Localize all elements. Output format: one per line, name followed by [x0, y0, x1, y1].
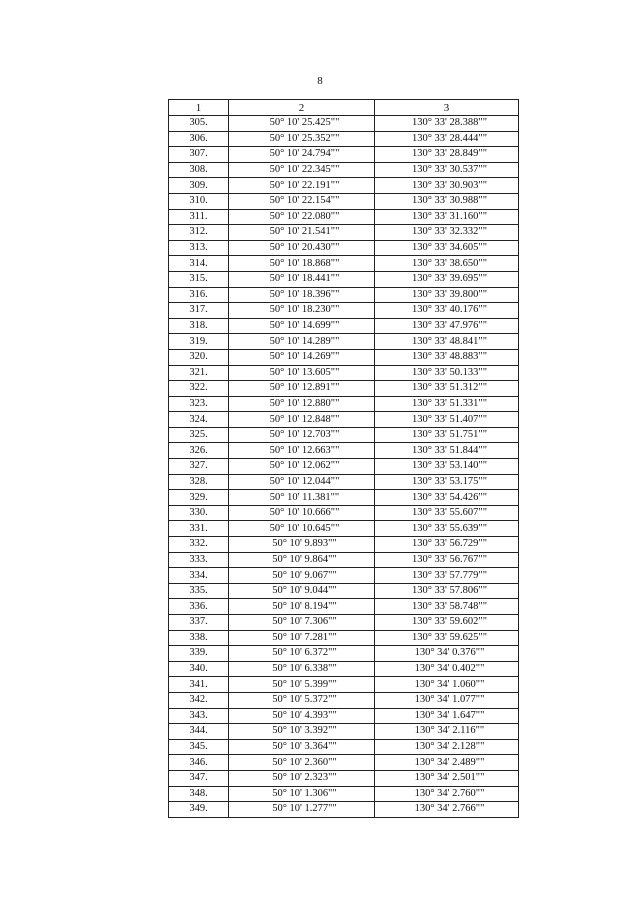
cell-point-number: 337.: [169, 615, 229, 631]
cell-longitude: 130° 34' 1.077"": [375, 692, 519, 708]
cell-longitude: 130° 33' 53.175"": [375, 474, 519, 490]
cell-point-number: 339.: [169, 646, 229, 662]
table-row: [169, 287, 519, 303]
cell-point-number: 314.: [169, 256, 229, 272]
table-row: [169, 615, 519, 631]
table-row: [169, 147, 519, 163]
cell-latitude: 50° 10' 24.794"": [229, 147, 375, 163]
cell-point-number: 323.: [169, 396, 229, 412]
cell-point-number: 306.: [169, 131, 229, 147]
table-row: [169, 459, 519, 475]
table-row: [169, 537, 519, 553]
table-row: [169, 178, 519, 194]
table-row: [169, 568, 519, 584]
cell-longitude: 130° 33' 56.767"": [375, 552, 519, 568]
cell-latitude: 50° 10' 12.891"": [229, 381, 375, 397]
cell-point-number: 311.: [169, 209, 229, 225]
table-row: [169, 474, 519, 490]
cell-longitude: 130° 34' 1.060"": [375, 677, 519, 693]
cell-point-number: 312.: [169, 225, 229, 241]
cell-longitude: 130° 33' 34.605"": [375, 240, 519, 256]
cell-latitude: 50° 10' 12.703"": [229, 427, 375, 443]
cell-point-number: 347.: [169, 770, 229, 786]
cell-latitude: 50° 10' 6.372"": [229, 646, 375, 662]
cell-longitude: 130° 33' 31.160"": [375, 209, 519, 225]
cell-point-number: 315.: [169, 271, 229, 287]
cell-point-number: 333.: [169, 552, 229, 568]
cell-longitude: 130° 34' 2.501"": [375, 770, 519, 786]
cell-latitude: 50° 10' 20.430"": [229, 240, 375, 256]
cell-latitude: 50° 10' 18.868"": [229, 256, 375, 272]
cell-longitude: 130° 33' 48.883"": [375, 349, 519, 365]
cell-latitude: 50° 10' 12.848"": [229, 412, 375, 428]
table-row: [169, 193, 519, 209]
cell-longitude: 130° 34' 1.647"": [375, 708, 519, 724]
cell-longitude: 130° 33' 53.140"": [375, 459, 519, 475]
cell-point-number: 321.: [169, 365, 229, 381]
cell-latitude: 50° 10' 13.605"": [229, 365, 375, 381]
cell-point-number: 338.: [169, 630, 229, 646]
cell-latitude: 50° 10' 18.441"": [229, 271, 375, 287]
table-row: [169, 271, 519, 287]
cell-longitude: 130° 34' 2.766"": [375, 802, 519, 818]
cell-point-number: 342.: [169, 692, 229, 708]
cell-longitude: 130° 34' 0.376"": [375, 646, 519, 662]
cell-latitude: 50° 10' 11.381"": [229, 490, 375, 506]
cell-point-number: 328.: [169, 474, 229, 490]
table-row: [169, 661, 519, 677]
cell-point-number: 318.: [169, 318, 229, 334]
table-row: [169, 256, 519, 272]
column-header-number: 1: [169, 100, 229, 116]
cell-point-number: 310.: [169, 193, 229, 209]
cell-latitude: 50° 10' 25.425"": [229, 116, 375, 132]
cell-latitude: 50° 10' 14.269"": [229, 349, 375, 365]
cell-longitude: 130° 33' 28.444"": [375, 131, 519, 147]
table-row: [169, 505, 519, 521]
table-row: [169, 599, 519, 615]
cell-longitude: 130° 33' 56.729"": [375, 537, 519, 553]
cell-longitude: 130° 33' 51.331"": [375, 396, 519, 412]
cell-point-number: 329.: [169, 490, 229, 506]
cell-longitude: 130° 34' 2.760"": [375, 786, 519, 802]
cell-latitude: 50° 10' 6.338"": [229, 661, 375, 677]
table-row: [169, 240, 519, 256]
table-row: [169, 318, 519, 334]
cell-point-number: 340.: [169, 661, 229, 677]
cell-longitude: 130° 33' 39.695"": [375, 271, 519, 287]
cell-point-number: 320.: [169, 349, 229, 365]
cell-latitude: 50° 10' 22.080"": [229, 209, 375, 225]
cell-latitude: 50° 10' 10.666"": [229, 505, 375, 521]
cell-latitude: 50° 10' 2.360"": [229, 755, 375, 771]
cell-longitude: 130° 34' 2.489"": [375, 755, 519, 771]
cell-longitude: 130° 33' 54.426"": [375, 490, 519, 506]
table-row: [169, 334, 519, 350]
column-header-longitude: 3: [375, 100, 519, 116]
table-row: [169, 786, 519, 802]
cell-latitude: 50° 10' 14.289"": [229, 334, 375, 350]
table-row: [169, 692, 519, 708]
cell-point-number: 319.: [169, 334, 229, 350]
cell-point-number: 308.: [169, 162, 229, 178]
table-row: [169, 365, 519, 381]
cell-latitude: 50° 10' 9.067"": [229, 568, 375, 584]
cell-longitude: 130° 33' 48.841"": [375, 334, 519, 350]
cell-latitude: 50° 10' 7.306"": [229, 615, 375, 631]
column-header-latitude: 2: [229, 100, 375, 116]
cell-latitude: 50° 10' 22.191"": [229, 178, 375, 194]
cell-latitude: 50° 10' 21.541"": [229, 225, 375, 241]
cell-longitude: 130° 33' 59.602"": [375, 615, 519, 631]
cell-longitude: 130° 33' 40.176"": [375, 303, 519, 319]
cell-latitude: 50° 10' 12.062"": [229, 459, 375, 475]
cell-point-number: 330.: [169, 505, 229, 521]
cell-longitude: 130° 33' 30.903"": [375, 178, 519, 194]
cell-latitude: 50° 10' 9.044"": [229, 583, 375, 599]
cell-latitude: 50° 10' 12.663"": [229, 443, 375, 459]
cell-longitude: 130° 33' 32.332"": [375, 225, 519, 241]
coordinates-table: [168, 99, 519, 818]
cell-point-number: 335.: [169, 583, 229, 599]
table-row: [169, 303, 519, 319]
cell-latitude: 50° 10' 12.044"": [229, 474, 375, 490]
cell-longitude: 130° 33' 57.779"": [375, 568, 519, 584]
table-row: [169, 521, 519, 537]
cell-point-number: 313.: [169, 240, 229, 256]
table-row: [169, 116, 519, 132]
cell-point-number: 331.: [169, 521, 229, 537]
table-row: [169, 209, 519, 225]
cell-point-number: 349.: [169, 802, 229, 818]
table-row: [169, 755, 519, 771]
cell-latitude: 50° 10' 18.230"": [229, 303, 375, 319]
table-row: [169, 427, 519, 443]
cell-latitude: 50° 10' 1.277"": [229, 802, 375, 818]
table-row: [169, 630, 519, 646]
cell-latitude: 50° 10' 12.880"": [229, 396, 375, 412]
cell-point-number: 322.: [169, 381, 229, 397]
cell-longitude: 130° 33' 30.537"": [375, 162, 519, 178]
cell-longitude: 130° 33' 55.607"": [375, 505, 519, 521]
cell-latitude: 50° 10' 8.194"": [229, 599, 375, 615]
cell-longitude: 130° 34' 2.128"": [375, 739, 519, 755]
cell-longitude: 130° 33' 50.133"": [375, 365, 519, 381]
table-row: [169, 381, 519, 397]
cell-point-number: 324.: [169, 412, 229, 428]
table-row: [169, 349, 519, 365]
cell-point-number: 341.: [169, 677, 229, 693]
cell-latitude: 50° 10' 5.372"": [229, 692, 375, 708]
table-row: [169, 677, 519, 693]
cell-longitude: 130° 33' 39.800"": [375, 287, 519, 303]
table-row: [169, 770, 519, 786]
table-row: [169, 225, 519, 241]
cell-longitude: 130° 33' 51.312"": [375, 381, 519, 397]
cell-latitude: 50° 10' 4.393"": [229, 708, 375, 724]
table-row: [169, 802, 519, 818]
cell-point-number: 307.: [169, 147, 229, 163]
cell-longitude: 130° 33' 38.650"": [375, 256, 519, 272]
cell-latitude: 50° 10' 3.392"": [229, 724, 375, 740]
cell-point-number: 344.: [169, 724, 229, 740]
table-body: [169, 116, 519, 818]
cell-point-number: 336.: [169, 599, 229, 615]
table-row: [169, 443, 519, 459]
cell-latitude: 50° 10' 25.352"": [229, 131, 375, 147]
page-number: 8: [317, 75, 323, 87]
cell-latitude: 50° 10' 9.864"": [229, 552, 375, 568]
cell-longitude: 130° 33' 47.976"": [375, 318, 519, 334]
table-row: [169, 583, 519, 599]
cell-latitude: 50° 10' 14.699"": [229, 318, 375, 334]
table-row: [169, 724, 519, 740]
cell-point-number: 317.: [169, 303, 229, 319]
table-row: [169, 646, 519, 662]
cell-point-number: 334.: [169, 568, 229, 584]
cell-point-number: 325.: [169, 427, 229, 443]
cell-longitude: 130° 34' 2.116"": [375, 724, 519, 740]
cell-longitude: 130° 33' 59.625"": [375, 630, 519, 646]
table-row: [169, 739, 519, 755]
cell-latitude: 50° 10' 3.364"": [229, 739, 375, 755]
cell-longitude: 130° 33' 51.751"": [375, 427, 519, 443]
table-row: [169, 708, 519, 724]
cell-point-number: 343.: [169, 708, 229, 724]
table-row: [169, 412, 519, 428]
cell-point-number: 346.: [169, 755, 229, 771]
cell-longitude: 130° 33' 30.988"": [375, 193, 519, 209]
cell-longitude: 130° 33' 55.639"": [375, 521, 519, 537]
cell-longitude: 130° 33' 28.388"": [375, 116, 519, 132]
cell-latitude: 50° 10' 2.323"": [229, 770, 375, 786]
cell-point-number: 327.: [169, 459, 229, 475]
table-row: [169, 131, 519, 147]
cell-latitude: 50° 10' 1.306"": [229, 786, 375, 802]
cell-point-number: 332.: [169, 537, 229, 553]
table-header-row: [169, 100, 519, 116]
cell-longitude: 130° 33' 57.806"": [375, 583, 519, 599]
cell-latitude: 50° 10' 5.399"": [229, 677, 375, 693]
table-row: [169, 552, 519, 568]
cell-point-number: 309.: [169, 178, 229, 194]
cell-longitude: 130° 33' 58.748"": [375, 599, 519, 615]
cell-latitude: 50° 10' 10.645"": [229, 521, 375, 537]
cell-latitude: 50° 10' 7.281"": [229, 630, 375, 646]
cell-longitude: 130° 34' 0.402"": [375, 661, 519, 677]
cell-latitude: 50° 10' 18.396"": [229, 287, 375, 303]
cell-point-number: 316.: [169, 287, 229, 303]
cell-latitude: 50° 10' 22.154"": [229, 193, 375, 209]
cell-longitude: 130° 33' 51.407"": [375, 412, 519, 428]
cell-point-number: 305.: [169, 116, 229, 132]
table-row: [169, 396, 519, 412]
table-row: [169, 162, 519, 178]
cell-longitude: 130° 33' 51.844"": [375, 443, 519, 459]
cell-longitude: 130° 33' 28.849"": [375, 147, 519, 163]
cell-point-number: 348.: [169, 786, 229, 802]
cell-latitude: 50° 10' 22.345"": [229, 162, 375, 178]
table-row: [169, 490, 519, 506]
cell-point-number: 326.: [169, 443, 229, 459]
cell-point-number: 345.: [169, 739, 229, 755]
cell-latitude: 50° 10' 9.893"": [229, 537, 375, 553]
